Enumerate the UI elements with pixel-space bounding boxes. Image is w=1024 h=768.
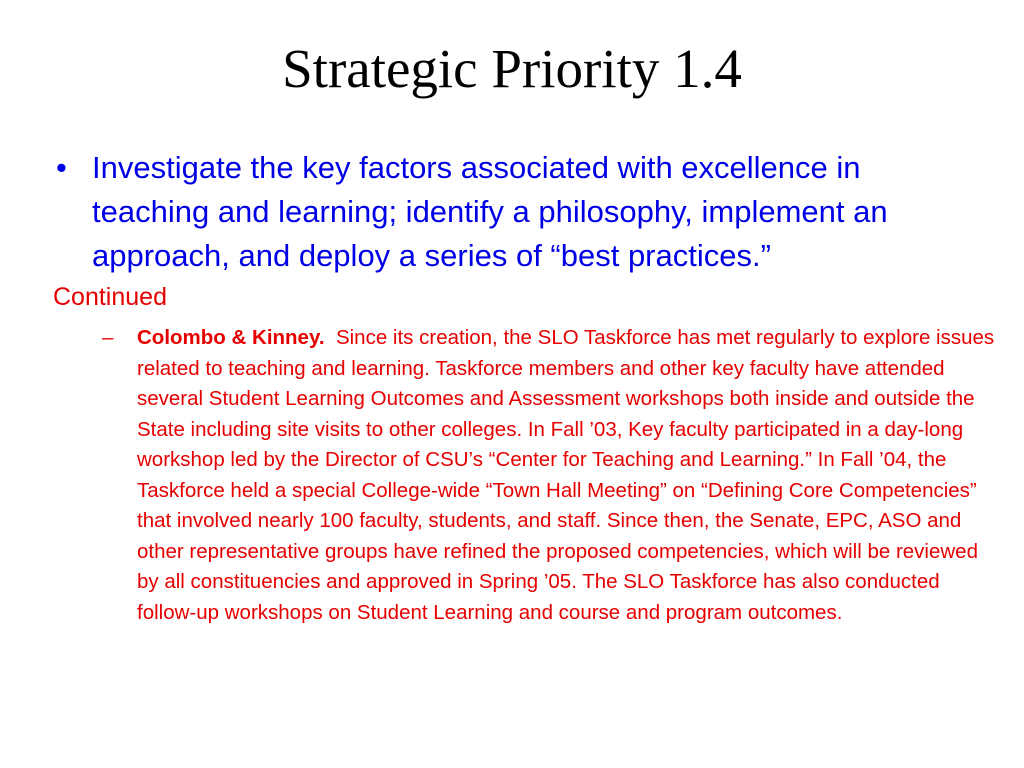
main-bullet — [56, 146, 956, 278]
sub-bullet — [102, 323, 1002, 628]
sub-bullet-body — [102, 323, 1002, 628]
sub-bullet-text: Since its creation, the SLO Taskforce has met regularly to explore issues related to teaching and learning. Taskforce members and other key faculty have attended several Student Learning Outcomes and Assessment workshops both inside and outside the State including site visits to other colleges. In Fall ’03, Key faculty participated in a day-long workshop led by the Director of CSU’s “Center for Teaching and Learning.” In Fall ’04, the Taskforce held a special College-wide “Town Hall Meeting” on “Defining Core Competencies” that involved nearly 100 faculty, students, and staff. Since then, the Senate, EPC, ASO and other representative groups have refined the proposed competencies, which will be reviewed by all constituencies and approved in Spring ’05. The SLO Taskforce has also conducted follow-up workshops on Student Learning and course and program outcomes. — [137, 326, 995, 624]
bullet-marker: • — [56, 150, 67, 185]
continued-label: Continued — [53, 283, 167, 311]
slide-title: Strategic Priority 1.4 — [282, 38, 742, 99]
sub-bullet-marker: – — [102, 326, 114, 349]
main-bullet-text: Investigate the key factors associated with excellence in teaching and learning; identify a philosophy, implement an approach, and deploy a series of “best practices.” — [92, 150, 888, 273]
sub-bullet-lead: Colombo & Kinney. — [137, 326, 325, 349]
